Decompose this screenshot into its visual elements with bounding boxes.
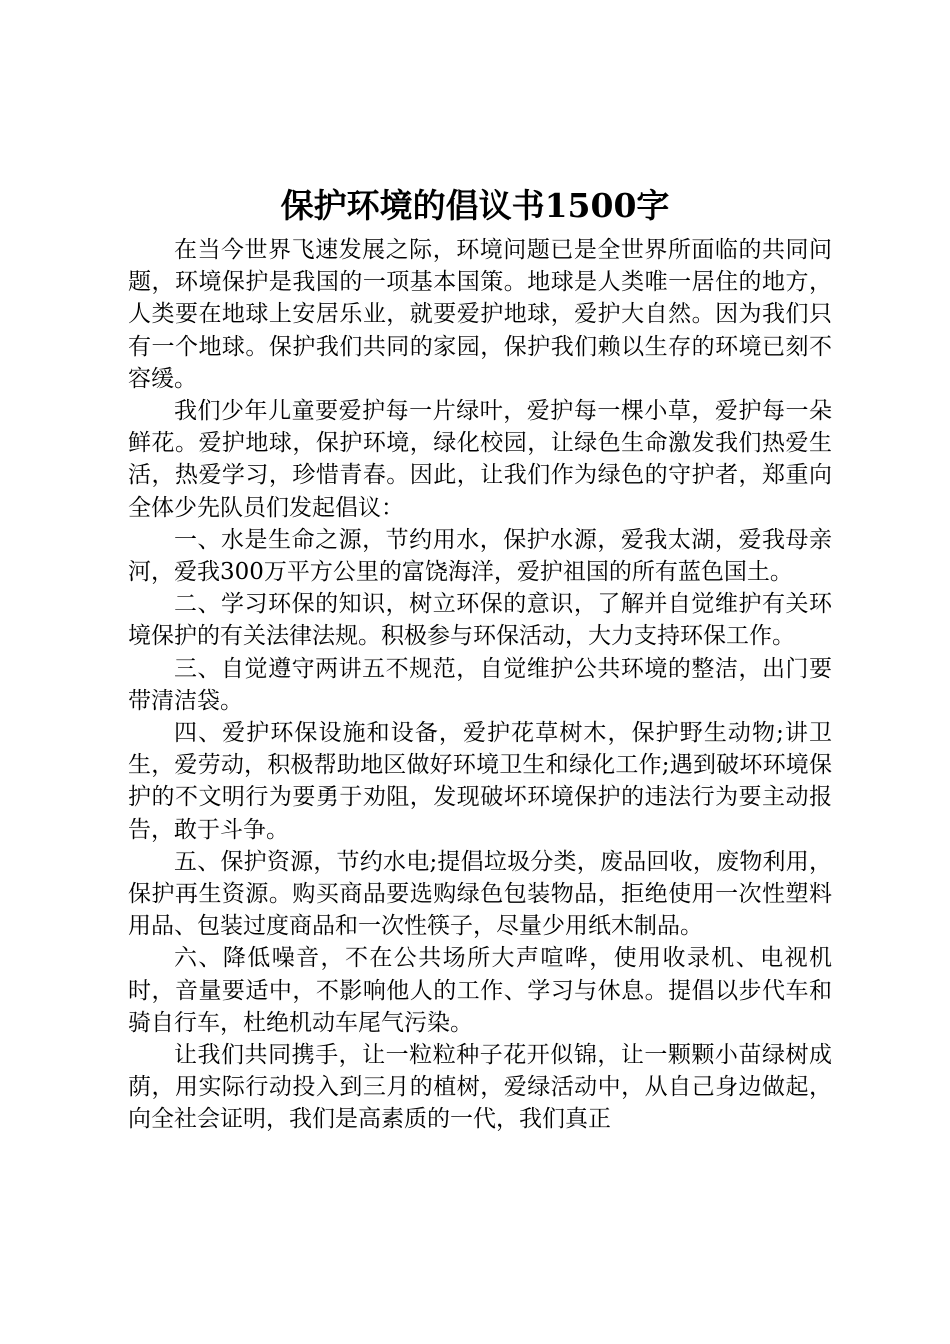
paragraph-item-5: 五、保护资源，节约水电;提倡垃圾分类，废品回收，废物利用，保护再生资源。购买商品要选购绿色包装物品，拒绝使用一次性塑料用品、包装过度商品和一次性筷子，尽量少用纸木制品。: [128, 848, 832, 940]
paragraph-item-1: 一、水是生命之源，节约用水，保护水源，爱我太湖，爱我母亲河，爱我300万平方公里的富饶海洋，爱护祖国的所有蓝色国土。: [128, 526, 832, 586]
paragraph-item-3: 三、自觉遵守两讲五不规范，自觉维护公共环境的整洁，出门要带清洁袋。: [128, 655, 832, 714]
paragraph-item-6: 六、降低噪音，不在公共场所大声喧哗，使用收录机、电视机时，音量要适中，不影响他人的工作、学习与休息。提倡以步代车和骑自行车，杜绝机动车尾气污染。: [128, 945, 832, 1036]
document-body: [128, 234, 832, 1136]
paragraph-item-2: 二、学习环保的知识，树立环保的意识，了解并自觉维护有关环境保护的有关法律法规。积极参与环保活动，大力支持环保工作。: [128, 591, 832, 650]
paragraph-intro: 在当今世界飞速发展之际，环境问题已是全世界所面临的共同问题，环境保护是我国的一项基本国策。地球是人类唯一居住的地方，人类要在地球上安居乐业，就要爱护地球，爱护大自然。因为我们只有一个地球。保护我们共同的家园，保护我们赖以生存的环境已刻不容缓。: [128, 237, 832, 392]
paragraph-item-4: 四、爱护环保设施和设备，爱护花草树木，保护野生动物;讲卫生，爱劳动，积极帮助地区做好环境卫生和绿化工作;遇到破坏环境保护的不文明行为要勇于劝阻，发现破坏环境保护的违法行为要主动报告，敢于斗争。: [128, 720, 832, 843]
paragraph-call: 我们少年儿童要爱护每一片绿叶，爱护每一棵小草，爱护每一朵鲜花。爱护地球，保护环境，绿化校园，让绿色生命激发我们热爱生活，热爱学习，珍惜青春。因此，让我们作为绿色的守护者，郑重向全体少先队员们发起倡议：: [128, 398, 832, 521]
document-title: 保护环境的倡议书1500字: [280, 186, 670, 225]
paragraph-closing: 让我们共同携手，让一粒粒种子花开似锦，让一颗颗小苗绿树成荫，用实际行动投入到三月的植树，爱绿活动中，从自己身边做起，向全社会证明，我们是高素质的一代，我们真正: [128, 1042, 832, 1133]
